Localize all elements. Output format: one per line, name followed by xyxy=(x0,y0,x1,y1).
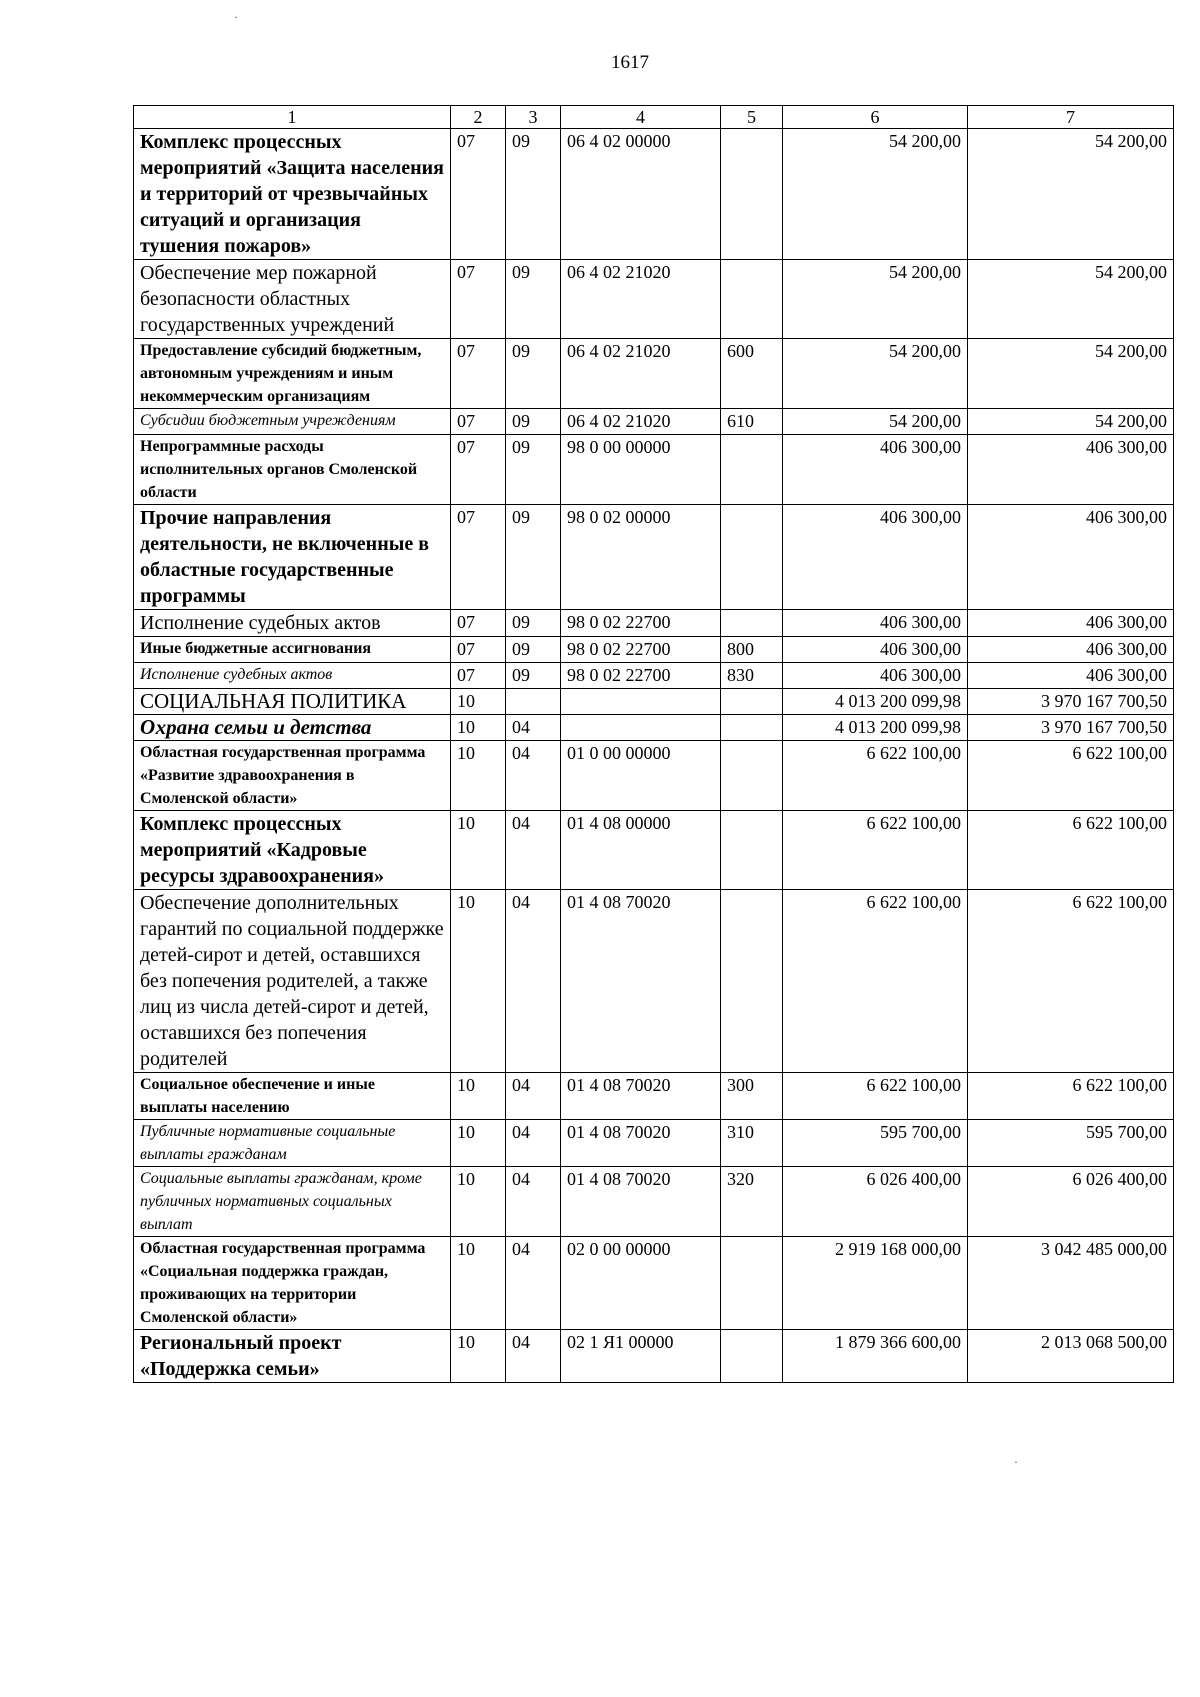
table-row xyxy=(134,1330,1174,1383)
row-name-cell: Предоставление субсидий бюджетным, автономным учреждениям и иным некоммерческим организациям xyxy=(134,339,451,409)
amount-year-2-cell: 2 013 068 500,00 xyxy=(968,1330,1174,1383)
target-item-code-cell xyxy=(561,715,721,741)
section-code-cell: 10 xyxy=(451,1237,506,1330)
expense-type-code-cell: 610 xyxy=(721,409,783,435)
target-item-code-cell: 98 0 02 22700 xyxy=(561,663,721,689)
expense-type-code-cell xyxy=(721,610,783,637)
row-name-cell: Социальное обеспечение и иные выплаты населению xyxy=(134,1073,451,1120)
subsection-code-cell: 04 xyxy=(506,741,561,811)
amount-year-2-cell: 54 200,00 xyxy=(968,260,1174,339)
section-code-cell: 10 xyxy=(451,1330,506,1383)
amount-year-1-cell: 406 300,00 xyxy=(783,663,968,689)
table-row xyxy=(134,890,1174,1073)
table-row xyxy=(134,339,1174,409)
table-row xyxy=(134,1167,1174,1237)
row-name-cell: СОЦИАЛЬНАЯ ПОЛИТИКА xyxy=(134,689,451,715)
subsection-code-cell: 09 xyxy=(506,663,561,689)
amount-year-1-cell: 2 919 168 000,00 xyxy=(783,1237,968,1330)
column-header: 6 xyxy=(783,106,968,129)
subsection-code-cell: 04 xyxy=(506,1073,561,1120)
amount-year-1-cell: 6 622 100,00 xyxy=(783,811,968,890)
amount-year-2-cell: 406 300,00 xyxy=(968,637,1174,663)
amount-year-2-cell: 406 300,00 xyxy=(968,610,1174,637)
table-row xyxy=(134,1073,1174,1120)
table-row xyxy=(134,811,1174,890)
table-row xyxy=(134,505,1174,610)
amount-year-1-cell: 406 300,00 xyxy=(783,637,968,663)
table-row xyxy=(134,1120,1174,1167)
target-item-code-cell: 06 4 02 00000 xyxy=(561,129,721,260)
expense-type-code-cell: 320 xyxy=(721,1167,783,1237)
subsection-code-cell: 04 xyxy=(506,1167,561,1237)
column-header: 5 xyxy=(721,106,783,129)
subsection-code-cell: 09 xyxy=(506,129,561,260)
table-row xyxy=(134,663,1174,689)
amount-year-2-cell: 54 200,00 xyxy=(968,409,1174,435)
amount-year-2-cell: 54 200,00 xyxy=(968,129,1174,260)
subsection-code-cell: 09 xyxy=(506,260,561,339)
subsection-code-cell: 04 xyxy=(506,1120,561,1167)
subsection-code-cell: 04 xyxy=(506,1330,561,1383)
amount-year-1-cell: 6 622 100,00 xyxy=(783,890,968,1073)
table-row xyxy=(134,435,1174,505)
table-row xyxy=(134,689,1174,715)
column-header: 7 xyxy=(968,106,1174,129)
amount-year-1-cell: 4 013 200 099,98 xyxy=(783,715,968,741)
section-code-cell: 07 xyxy=(451,610,506,637)
subsection-code-cell: 09 xyxy=(506,409,561,435)
section-code-cell: 07 xyxy=(451,435,506,505)
table-body xyxy=(134,129,1174,1383)
amount-year-2-cell: 3 970 167 700,50 xyxy=(968,689,1174,715)
table-row xyxy=(134,610,1174,637)
expense-type-code-cell xyxy=(721,435,783,505)
subsection-code-cell: 09 xyxy=(506,339,561,409)
amount-year-1-cell: 595 700,00 xyxy=(783,1120,968,1167)
column-header: 2 xyxy=(451,106,506,129)
amount-year-1-cell: 54 200,00 xyxy=(783,260,968,339)
target-item-code-cell: 06 4 02 21020 xyxy=(561,260,721,339)
expense-type-code-cell xyxy=(721,689,783,715)
subsection-code-cell: 09 xyxy=(506,637,561,663)
target-item-code-cell: 02 0 00 00000 xyxy=(561,1237,721,1330)
row-name-cell: Субсидии бюджетным учреждениям xyxy=(134,409,451,435)
expense-type-code-cell xyxy=(721,129,783,260)
column-number-row xyxy=(134,106,1174,129)
row-name-cell: Комплекс процессных мероприятий «Защита населения и территорий от чрезвычайных ситуаций и организация тушения пожаров» xyxy=(134,129,451,260)
table-row xyxy=(134,129,1174,260)
section-code-cell: 10 xyxy=(451,890,506,1073)
subsection-code-cell: 09 xyxy=(506,505,561,610)
row-name-cell: Обеспечение мер пожарной безопасности областных государственных учреждений xyxy=(134,260,451,339)
target-item-code-cell: 01 4 08 70020 xyxy=(561,890,721,1073)
row-name-cell: Публичные нормативные социальные выплаты гражданам xyxy=(134,1120,451,1167)
expense-type-code-cell xyxy=(721,811,783,890)
amount-year-2-cell: 6 622 100,00 xyxy=(968,1073,1174,1120)
target-item-code-cell: 98 0 02 00000 xyxy=(561,505,721,610)
subsection-code-cell: 04 xyxy=(506,715,561,741)
expense-type-code-cell: 300 xyxy=(721,1073,783,1120)
row-name-cell: Исполнение судебных актов xyxy=(134,610,451,637)
scan-mark: · xyxy=(234,10,238,24)
subsection-code-cell: 09 xyxy=(506,610,561,637)
section-code-cell: 10 xyxy=(451,741,506,811)
target-item-code-cell: 02 1 Я1 00000 xyxy=(561,1330,721,1383)
amount-year-2-cell: 3 970 167 700,50 xyxy=(968,715,1174,741)
table-row xyxy=(134,1237,1174,1330)
amount-year-1-cell: 6 622 100,00 xyxy=(783,1073,968,1120)
target-item-code-cell: 01 4 08 00000 xyxy=(561,811,721,890)
row-name-cell: Иные бюджетные ассигнования xyxy=(134,637,451,663)
amount-year-2-cell: 3 042 485 000,00 xyxy=(968,1237,1174,1330)
amount-year-1-cell: 6 026 400,00 xyxy=(783,1167,968,1237)
table-row xyxy=(134,409,1174,435)
expense-type-code-cell: 310 xyxy=(721,1120,783,1167)
section-code-cell: 07 xyxy=(451,339,506,409)
amount-year-1-cell: 406 300,00 xyxy=(783,505,968,610)
section-code-cell: 07 xyxy=(451,505,506,610)
section-code-cell: 10 xyxy=(451,811,506,890)
column-header: 3 xyxy=(506,106,561,129)
amount-year-2-cell: 406 300,00 xyxy=(968,505,1174,610)
target-item-code-cell: 01 4 08 70020 xyxy=(561,1073,721,1120)
expense-type-code-cell xyxy=(721,715,783,741)
table-row xyxy=(134,741,1174,811)
section-code-cell: 10 xyxy=(451,1120,506,1167)
amount-year-2-cell: 6 622 100,00 xyxy=(968,741,1174,811)
amount-year-2-cell: 6 622 100,00 xyxy=(968,890,1174,1073)
amount-year-1-cell: 6 622 100,00 xyxy=(783,741,968,811)
target-item-code-cell: 06 4 02 21020 xyxy=(561,339,721,409)
section-code-cell: 07 xyxy=(451,260,506,339)
amount-year-2-cell: 595 700,00 xyxy=(968,1120,1174,1167)
row-name-cell: Региональный проект «Поддержка семьи» xyxy=(134,1330,451,1383)
row-name-cell: Социальные выплаты гражданам, кроме публичных нормативных социальных выплат xyxy=(134,1167,451,1237)
amount-year-2-cell: 6 622 100,00 xyxy=(968,811,1174,890)
target-item-code-cell: 01 4 08 70020 xyxy=(561,1167,721,1237)
amount-year-1-cell: 406 300,00 xyxy=(783,435,968,505)
amount-year-1-cell: 406 300,00 xyxy=(783,610,968,637)
table-row xyxy=(134,637,1174,663)
section-code-cell: 07 xyxy=(451,129,506,260)
amount-year-1-cell: 54 200,00 xyxy=(783,129,968,260)
row-name-cell: Обеспечение дополнительных гарантий по социальной поддержке детей-сирот и детей, оставшихся без попечения родителей, а также лиц из числа детей-сирот и детей, оставшихся без попечения родителей xyxy=(134,890,451,1073)
expense-type-code-cell: 830 xyxy=(721,663,783,689)
amount-year-1-cell: 1 879 366 600,00 xyxy=(783,1330,968,1383)
subsection-code-cell: 09 xyxy=(506,435,561,505)
budget-table xyxy=(133,105,1174,1383)
page-number: 1617 xyxy=(611,52,649,73)
expense-type-code-cell: 600 xyxy=(721,339,783,409)
section-code-cell: 10 xyxy=(451,1073,506,1120)
section-code-cell: 07 xyxy=(451,409,506,435)
row-name-cell: Областная государственная программа «Социальная поддержка граждан, проживающих на территории Смоленской области» xyxy=(134,1237,451,1330)
section-code-cell: 07 xyxy=(451,663,506,689)
amount-year-2-cell: 406 300,00 xyxy=(968,435,1174,505)
subsection-code-cell xyxy=(506,689,561,715)
row-name-cell: Непрограммные расходы исполнительных органов Смоленской области xyxy=(134,435,451,505)
row-name-cell: Прочие направления деятельности, не включенные в областные государственные программы xyxy=(134,505,451,610)
amount-year-1-cell: 4 013 200 099,98 xyxy=(783,689,968,715)
target-item-code-cell: 01 4 08 70020 xyxy=(561,1120,721,1167)
subsection-code-cell: 04 xyxy=(506,811,561,890)
expense-type-code-cell xyxy=(721,505,783,610)
row-name-cell: Исполнение судебных актов xyxy=(134,663,451,689)
column-header: 4 xyxy=(561,106,721,129)
expense-type-code-cell xyxy=(721,890,783,1073)
subsection-code-cell: 04 xyxy=(506,1237,561,1330)
expense-type-code-cell xyxy=(721,1330,783,1383)
target-item-code-cell: 98 0 02 22700 xyxy=(561,610,721,637)
section-code-cell: 07 xyxy=(451,637,506,663)
target-item-code-cell: 01 0 00 00000 xyxy=(561,741,721,811)
target-item-code-cell: 98 0 00 00000 xyxy=(561,435,721,505)
amount-year-2-cell: 6 026 400,00 xyxy=(968,1167,1174,1237)
table-row xyxy=(134,260,1174,339)
scan-mark: · xyxy=(1014,1455,1018,1469)
expense-type-code-cell xyxy=(721,1237,783,1330)
expense-type-code-cell xyxy=(721,741,783,811)
target-item-code-cell xyxy=(561,689,721,715)
target-item-code-cell: 06 4 02 21020 xyxy=(561,409,721,435)
amount-year-1-cell: 54 200,00 xyxy=(783,409,968,435)
table-row xyxy=(134,715,1174,741)
amount-year-2-cell: 406 300,00 xyxy=(968,663,1174,689)
section-code-cell: 10 xyxy=(451,689,506,715)
row-name-cell: Комплекс процессных мероприятий «Кадровые ресурсы здравоохранения» xyxy=(134,811,451,890)
expense-type-code-cell: 800 xyxy=(721,637,783,663)
expense-type-code-cell xyxy=(721,260,783,339)
section-code-cell: 10 xyxy=(451,1167,506,1237)
row-name-cell: Областная государственная программа «Развитие здравоохранения в Смоленской области» xyxy=(134,741,451,811)
amount-year-2-cell: 54 200,00 xyxy=(968,339,1174,409)
amount-year-1-cell: 54 200,00 xyxy=(783,339,968,409)
subsection-code-cell: 04 xyxy=(506,890,561,1073)
row-name-cell: Охрана семьи и детства xyxy=(134,715,451,741)
section-code-cell: 10 xyxy=(451,715,506,741)
target-item-code-cell: 98 0 02 22700 xyxy=(561,637,721,663)
column-header: 1 xyxy=(134,106,451,129)
